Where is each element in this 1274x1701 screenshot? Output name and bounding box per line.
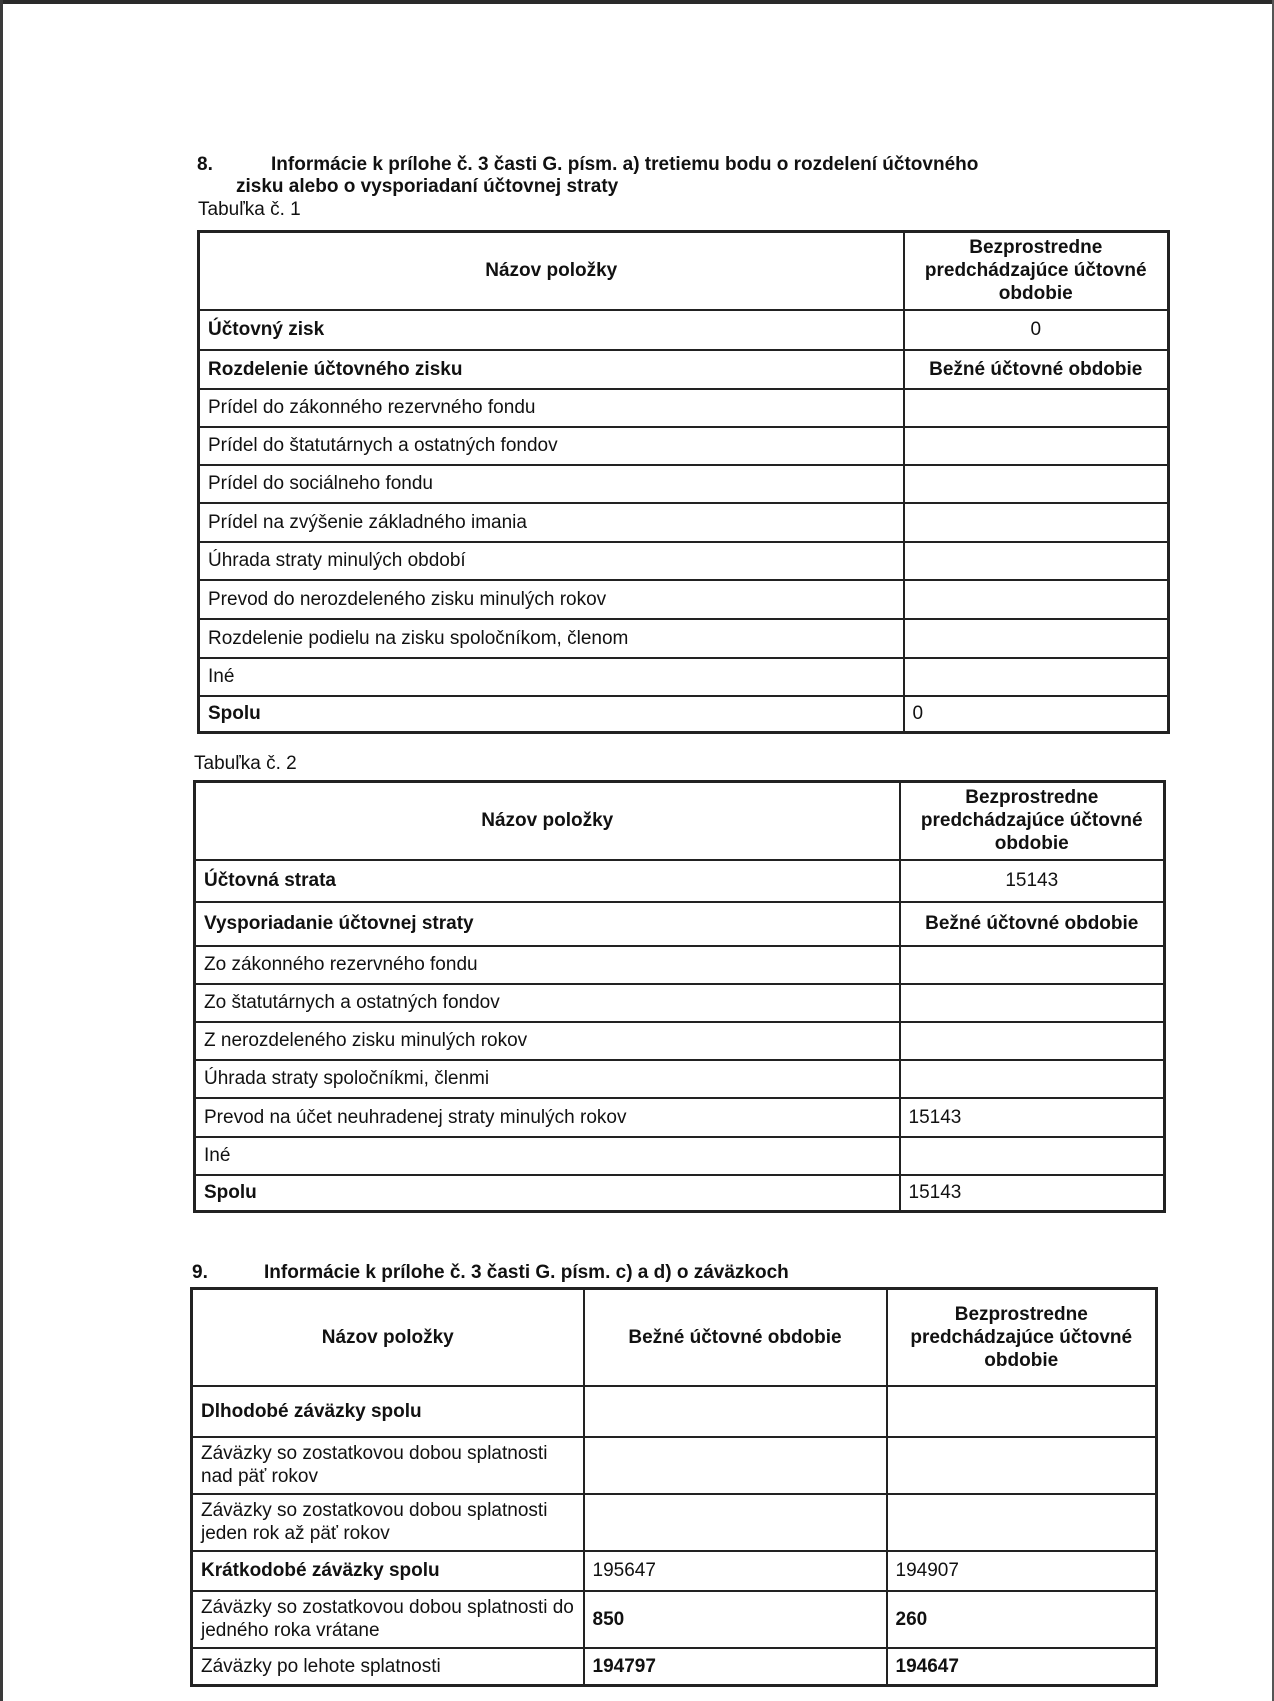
- table-row: Prevod do nerozdeleného zisku minulých rokov: [199, 580, 904, 619]
- table-cell-value: [904, 619, 1169, 658]
- table-2-total-label: Spolu: [195, 1175, 900, 1212]
- table-2-loss-label: Účtovná strata: [195, 860, 900, 902]
- section-8-heading: [197, 154, 1097, 204]
- section-9-heading: [192, 1262, 1092, 1286]
- table-3-row-current: [584, 1494, 887, 1551]
- table-3-row-prev: 194647: [887, 1648, 1157, 1686]
- table-3-row-label: Záväzky so zostatkovou dobou splatnosti do jedného roka vrátane: [192, 1591, 584, 1648]
- table-2-settlement-period: Bežné účtovné obdobie: [900, 902, 1165, 946]
- table-3-liabilities: [190, 1287, 1158, 1687]
- table-row: Prevod na účet neuhradenej straty minulých rokov: [195, 1098, 900, 1137]
- table-3-row-prev: 194907: [887, 1551, 1157, 1591]
- table-1-header-prev: Bezprostredne predchádzajúce účtovné obdobie: [904, 232, 1169, 310]
- table-1-profit-label: Účtovný zisk: [199, 310, 904, 350]
- table-2: [193, 780, 1166, 1213]
- table-cell-value: [900, 1022, 1165, 1060]
- table-row: Prídel do sociálneho fondu: [199, 465, 904, 503]
- table-1-total-label: Spolu: [199, 696, 904, 733]
- table-1-caption: Tabuľka č. 1: [198, 199, 301, 220]
- table-3-header-prev: Bezprostredne predchádzajúce účtovné obdobie: [887, 1289, 1157, 1386]
- table-3-row-current: [584, 1386, 887, 1437]
- table-cell-value: 15143: [900, 1098, 1165, 1137]
- table-3-row-label: Dlhodobé záväzky spolu: [192, 1386, 584, 1437]
- table-cell-value: [900, 946, 1165, 984]
- table-cell-value: [900, 1060, 1165, 1098]
- table-3-row-prev: [887, 1437, 1157, 1494]
- table-3-row-prev: 260: [887, 1591, 1157, 1648]
- section-8-title-line2: zisku alebo o vysporiadaní účtovnej straty: [236, 176, 619, 197]
- table-1-distribution-label: Rozdelenie účtovného zisku: [199, 350, 904, 389]
- scan-edge-left: [0, 0, 3, 1701]
- table-cell-value: [904, 465, 1169, 503]
- section-8-number: 8.: [197, 154, 213, 175]
- table-2-total-value: 15143: [900, 1175, 1165, 1212]
- section-9-number: 9.: [192, 1262, 208, 1283]
- table-row: Zo štatutárnych a ostatných fondov: [195, 984, 900, 1022]
- table-cell-value: [904, 503, 1169, 542]
- table-row: Z nerozdeleného zisku minulých rokov: [195, 1022, 900, 1060]
- table-3-row-label: Krátkodobé záväzky spolu: [192, 1551, 584, 1591]
- table-3-row-current: [584, 1437, 887, 1494]
- table-3-row-label: Záväzky so zostatkovou dobou splatnosti nad päť rokov: [192, 1437, 584, 1494]
- table-3-row-label: Záväzky so zostatkovou dobou splatnosti jeden rok až päť rokov: [192, 1494, 584, 1551]
- table-row: Rozdelenie podielu na zisku spoločníkom, členom: [199, 619, 904, 658]
- table-2-caption: Tabuľka č. 2: [194, 753, 297, 774]
- table-2-header-name: Názov položky: [195, 782, 900, 860]
- table-row: Úhrada straty spoločníkmi, členmi: [195, 1060, 900, 1098]
- table-cell-value: [904, 658, 1169, 696]
- table-1-distribution-period: Bežné účtovné obdobie: [904, 350, 1169, 389]
- table-row: Iné: [199, 658, 904, 696]
- table-row: Prídel do štatutárnych a ostatných fondov: [199, 427, 904, 465]
- table-2-header-prev: Bezprostredne predchádzajúce účtovné obdobie: [900, 782, 1165, 860]
- table-row: Prídel do zákonného rezervného fondu: [199, 389, 904, 427]
- table-cell-value: [900, 1137, 1165, 1175]
- table-1-total-value: 0: [904, 696, 1169, 733]
- section-8-title-line1: Informácie k prílohe č. 3 časti G. písm. a) tretiemu bodu o rozdelení účtovného: [271, 154, 979, 175]
- table-1-profit-value: 0: [904, 310, 1169, 350]
- table-row: Zo zákonného rezervného fondu: [195, 946, 900, 984]
- table-cell-value: [904, 389, 1169, 427]
- table-3-header-name: Názov položky: [192, 1289, 584, 1386]
- table-1: [197, 230, 1170, 734]
- section-9-title: Informácie k prílohe č. 3 časti G. písm. c) a d) o záväzkoch: [264, 1262, 789, 1283]
- table-cell-value: [904, 580, 1169, 619]
- scan-edge-top: [0, 0, 1274, 4]
- table-3-row-prev: [887, 1494, 1157, 1551]
- table-cell-value: [904, 427, 1169, 465]
- table-row: Iné: [195, 1137, 900, 1175]
- table-2-settlement-label: Vysporiadanie účtovnej straty: [195, 902, 900, 946]
- table-row: Úhrada straty minulých období: [199, 542, 904, 580]
- table-3-row-current: 850: [584, 1591, 887, 1648]
- table-cell-value: [900, 984, 1165, 1022]
- table-row: Prídel na zvýšenie základného imania: [199, 503, 904, 542]
- table-3-header-current: Bežné účtovné obdobie: [584, 1289, 887, 1386]
- table-2-loss-value: 15143: [900, 860, 1165, 902]
- table-1-header-name: Názov položky: [199, 232, 904, 310]
- table-3-row-prev: [887, 1386, 1157, 1437]
- table-3-row-current: 195647: [584, 1551, 887, 1591]
- table-3-row-current: 194797: [584, 1648, 887, 1686]
- table-cell-value: [904, 542, 1169, 580]
- table-3-row-label: Záväzky po lehote splatnosti: [192, 1648, 584, 1686]
